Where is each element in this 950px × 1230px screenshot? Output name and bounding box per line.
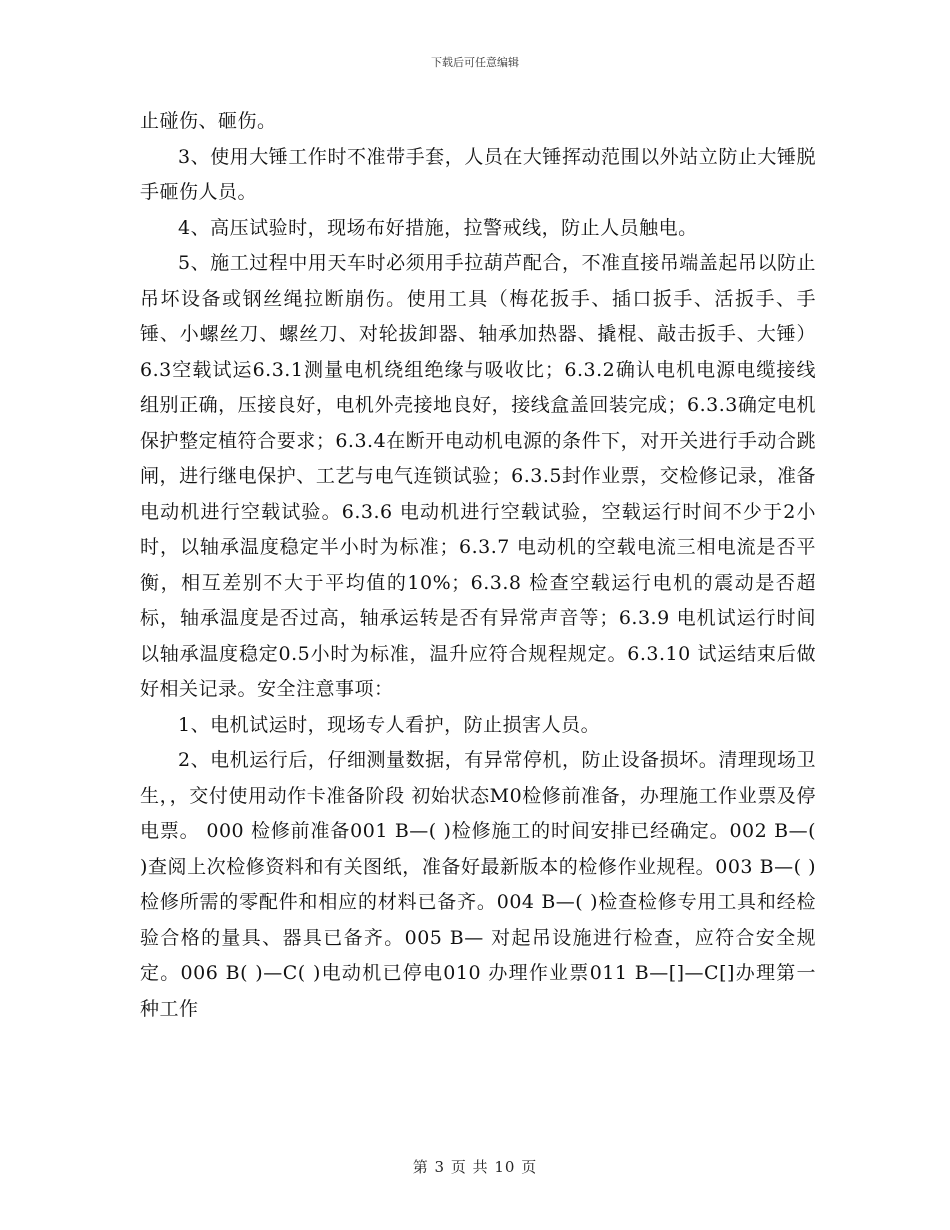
paragraph-6: 2、电机运行后，仔细测量数据，有异常停机，防止设备损坏。清理现场卫生，，交付使用动作卡准备阶段 初始状态M0检修前准备，办理施工作业票及停电票。 000 检修前准备001 B—( )检修施工的时间安排已经确定。002 B—( )查阅上次检修资料和有关图纸，准备好最新版本的检修作业规程。003 B—( )检修所需的零配件和相应的材料已备齐。004 B—( )检查检修专用工具和经检验合格的量具、器具已备齐。005 B— 对起吊设施进行检查，应符合安全规定。006 B( )—C( )电动机已停电010 办理作业票011 B—[]—C[]办理第一种工作: [140, 749, 816, 1020]
paragraph-5: 1、电机试运时，现场专人看护，防止损害人员。: [178, 713, 601, 736]
paragraph-1: 止碰伤、砸伤。: [140, 110, 277, 132]
paragraph-4: 5、施工过程中用天车时必须用手拉葫芦配合，不准直接吊端盖起吊以防止吊坏设备或钢丝绳拉断崩伤。使用工具（梅花扳手、插口扳手、活扳手、手锤、小螺丝刀、螺丝刀、对轮拔卸器、轴承加热器、撬棍、敲击扳手、大锤）6.3空载试运6.3.1测量电机绕组绝缘与吸收比；6.3.2确认电机电源电缆接线组别正确，压接良好，电机外壳接地良好，接线盒盖回装完成；6.3.3确定电机保护整定植符合要求；6.3.4在断开电动机电源的条件下，对开关进行手动合跳闸，进行继电保护、工艺与电气连锁试验；6.3.5封作业票，交检修记录，准备电动机进行空载试验。6.3.6 电动机进行空载试验，空载运行时间不少于2小时，以轴承温度稳定半小时为标准；6.3.7 电动机的空载电流三相电流是否平衡，相互差别不大于平均值的10%；6.3.8 检查空载运行电机的震动是否超标，轴承温度是否过高，轴承运转是否有异常声音等；6.3.9 电机试运行时间以轴承温度稳定0.5小时为标准，温升应符合规程规定。6.3.10 试运结束后做好相关记录。安全注意事项：: [140, 252, 816, 700]
page-header: 下载后可任意编辑: [431, 56, 519, 69]
paragraph-3: 4、高压试验时，现场布好措施，拉警戒线，防止人员触电。: [178, 216, 698, 239]
page-number: 第 3 页 共 10 页: [412, 1158, 538, 1176]
document-body: [140, 104, 816, 1027]
paragraph-2: 3、使用大锤工作时不准带手套，人员在大锤挥动范围以外站立防止大锤脱手砸伤人员。: [140, 145, 816, 203]
